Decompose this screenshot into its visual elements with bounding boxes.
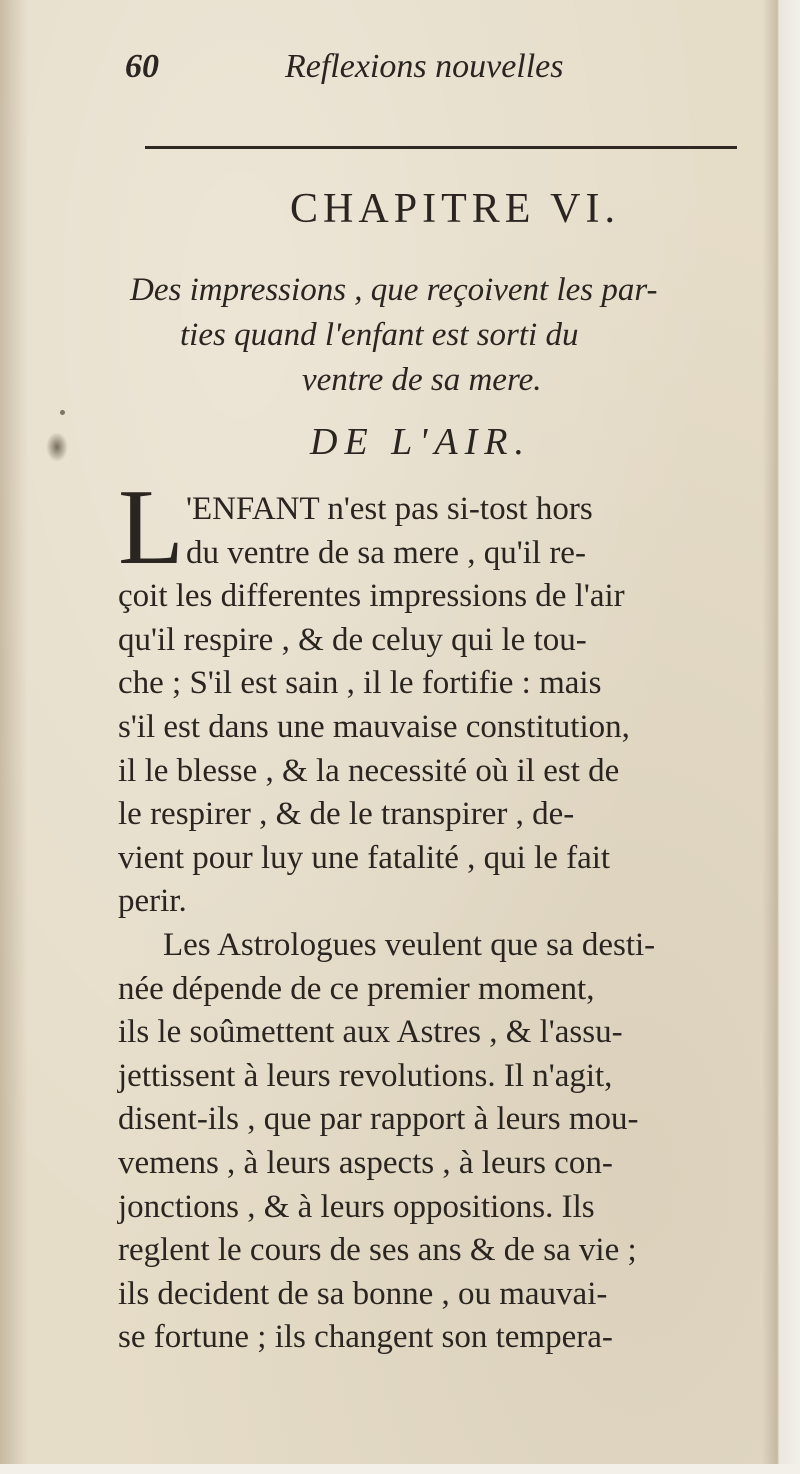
text-line: qu'il respire , & de celuy qui le tou- [118, 621, 587, 658]
text-line: çoit les differentes impressions de l'air [118, 578, 625, 615]
text-line: disent-ils , que par rapport à leurs mou- [118, 1101, 639, 1138]
subtitle-line: Des impressions , que reçoivent les par- [130, 272, 658, 308]
text-line: du ventre de sa mere , qu'il re- [186, 534, 586, 571]
text-line: s'il est dans une mauvaise constitution, [118, 708, 630, 745]
running-title: Reflexions nouvelles [285, 48, 564, 85]
body-text [118, 488, 768, 1360]
ink-blot [46, 432, 68, 462]
page-left-shadow [0, 0, 28, 1474]
text-line: née dépende de ce premier moment, [118, 970, 595, 1007]
drop-cap: L [118, 468, 184, 587]
text-line: jettissent à leurs revolutions. Il n'agit, [118, 1057, 613, 1094]
text-line: che ; S'il est sain , il le fortifie : mais [118, 665, 602, 702]
chapter-heading: CHAPITRE VI. [290, 186, 620, 232]
header-rule [145, 146, 737, 149]
text-line: vient pour luy une fatalité , qui le fait [118, 839, 611, 876]
text-line: perir. [118, 883, 187, 920]
text-line: le respirer , & de le transpirer , de- [118, 796, 575, 833]
text-line: vemens , à leurs aspects , à leurs con- [118, 1144, 613, 1181]
ink-dot [60, 410, 65, 415]
chapter-subtitle [120, 268, 765, 403]
text-line: reglent le cours de ses ans & de sa vie ; [118, 1232, 637, 1269]
text-line: jonctions , & à leurs oppositions. Ils [118, 1188, 595, 1225]
page-number: 60 [125, 48, 159, 85]
text-line: se fortune ; ils changent son tempera- [118, 1319, 613, 1356]
text-line: ils decident de sa bonne , ou mauvai- [118, 1275, 608, 1312]
text-line: il le blesse , & la necessité où il est de [118, 752, 620, 789]
running-head [125, 48, 745, 98]
page-bottom-edge [0, 1464, 800, 1474]
subtitle-line: ventre de sa mere. [302, 362, 542, 398]
text-line: 'ENFANT n'est pas si-tost hors [186, 491, 593, 527]
text-line: Les Astrologues veulent que sa desti- [163, 926, 656, 963]
text-line: ils le soûmettent aux Astres , & l'assu- [118, 1014, 623, 1051]
subtitle-line: ties quand l'enfant est sorti du [180, 317, 579, 353]
section-heading: DE L'AIR. [310, 421, 531, 463]
